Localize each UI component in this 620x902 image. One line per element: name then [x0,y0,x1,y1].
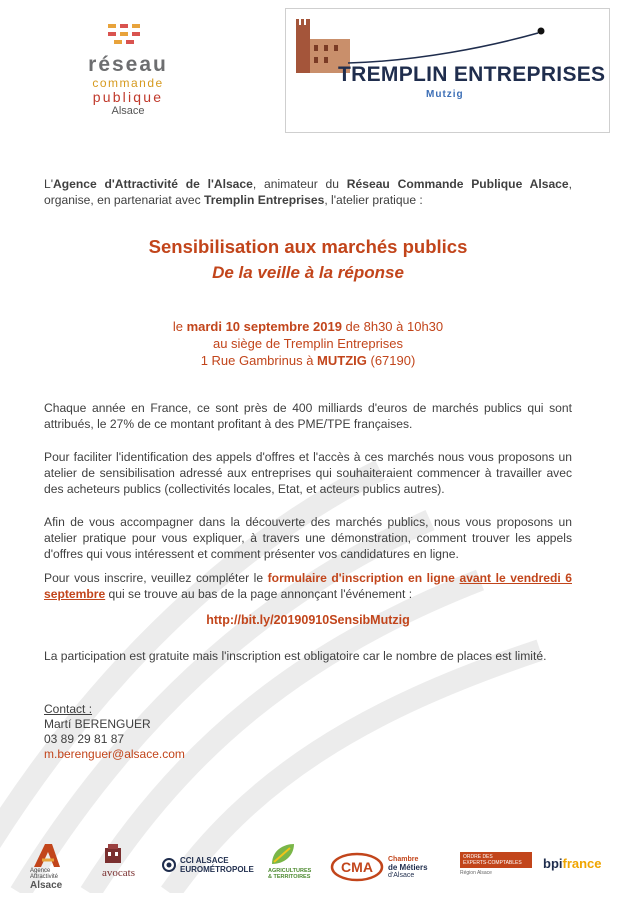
agence-line1: Agence [30,868,51,874]
tremplin-title: TREMPLIN ENTREPRISES [338,63,606,86]
contact-phone: 03 89 29 81 87 [44,732,125,746]
contact-block [44,702,185,762]
event-venue: au siège de Tremplin Entreprises [212,336,404,351]
intro-agency: Agence d'Attractivité de l'Alsace [53,177,253,191]
intro-partner: Tremplin Entreprises [204,193,325,207]
metiers-line1: Chambre [388,856,419,863]
leaf-icon [268,842,298,866]
event-address-line [44,352,572,369]
tremplin-subtitle: Mutzig [426,89,464,100]
paragraph-workshop: Afin de vous accompagner dans la découverte des marchés publics, nous vous proposons un atelier pratique pour vous expliquer, à travers une démonstration, comment trouver les appels d'offres qui vous intéressent et comment présenter vos candidatures en ligne. [44,515,572,561]
agence-line2: Attractivité [30,874,59,880]
reseau-line3: publique [92,89,164,105]
contact-name: Martí BERENGUER [44,717,151,731]
event-details [44,318,572,369]
footer-logo-cma [330,852,385,898]
intro-network: Réseau Commande Publique Alsace [346,177,569,191]
cci-line2: EUROMÉTROPOLE [180,865,254,874]
footer-logo-chambre-metiers [388,856,438,902]
experts-line3: Région Alsace [460,870,492,876]
agence-a-icon [30,842,64,868]
paragraph-market-size: Chaque année en France, ce sont près de 400 milliards d'euros de marchés publics qui sont attribués, le 27% de ce montant profitant à des PME/TPE françaises. [44,401,572,431]
bpi-text: bpi [543,856,563,871]
metiers-line3: d'Alsace [388,872,415,879]
footer-logo-bpifrance [543,856,603,902]
registration-text-1: Pour vous inscrire, veuillez compléter le [44,571,268,585]
event-subtitle: De la veille à la réponse [212,263,404,282]
experts-line2: EXPERTS-COMPTABLES [463,860,522,866]
intro-text-3: , organise, en partenariat avec [44,177,572,207]
registration-text-3: qui se trouve au bas de la page annonçant l'événement : [105,587,413,601]
cci-circle-icon [162,858,176,872]
cci-line1: CCI ALSACE [180,856,229,865]
event-city: MUTZIG [317,353,367,368]
event-time: de 8h30 à 10h30 [341,319,444,334]
agence-line3: Alsace [30,880,63,891]
registration-deadline: avant le vendredi 6 septembre [44,571,572,601]
event-postcode: (67190) [366,353,416,368]
paragraph-registration [44,570,572,602]
experts-line1: ORDRE DES [463,854,493,860]
cma-label: CMA [341,859,373,875]
avocats-label: avocats [102,867,135,879]
footer-logo-avocats [102,842,147,888]
intro-text-1: L' [44,177,54,191]
reseau-line4: Alsace [111,105,145,117]
event-title: Sensibilisation aux marchés publics [148,236,468,257]
france-text: france [562,856,602,871]
building-icon [102,842,124,864]
agri-line1: AGRICULTURES [268,868,312,874]
event-date: mardi 10 septembre 2019 [186,319,342,334]
registration-url-link[interactable]: http://bit.ly/20190910SensibMutzig [206,613,410,627]
metiers-line2: de Métiers [388,863,428,872]
intro-text-4: , l'atelier pratique : [324,193,423,207]
paragraph-purpose: Pour faciliter l'identification des appels d'offres et l'accès à ces marchés nous vous proposons un atelier de sensibilisation adressé aux entreprises qui souhaiteraient commencer à travailler avec des acheteurs publics (collectivités locales, Etat, et acteurs publics autres). [44,450,572,496]
reseau-mark-icon [106,22,146,52]
reseau-commande-publique-logo [58,14,188,117]
contact-email[interactable]: m.berenguer@alsace.com [44,747,185,761]
event-date-line [44,318,572,335]
address-prefix: 1 Rue Gambrinus à [200,353,318,368]
paragraph-participation: La participation est gratuite mais l'inscription est obligatoire car le nombre de places est limité. [44,649,547,663]
reseau-line2: commande [92,76,164,90]
footer-logo-agence-alsace [30,842,78,891]
registration-form-link[interactable]: formulaire d'inscription en ligne [267,571,455,585]
footer-logo-cci [162,856,254,902]
footer-logo-experts-comptables [460,852,532,898]
cma-oval-icon [330,852,384,882]
date-prefix: le [172,319,187,334]
agri-line2: & TERRITOIRES [268,874,311,880]
footer-logo-agricultures [268,842,323,888]
tremplin-entreprises-logo [285,8,610,133]
intro-paragraph [44,176,572,208]
intro-text-2: , animateur du [252,177,347,191]
contact-label: Contact : [44,702,93,716]
reseau-line1: réseau [88,53,168,76]
